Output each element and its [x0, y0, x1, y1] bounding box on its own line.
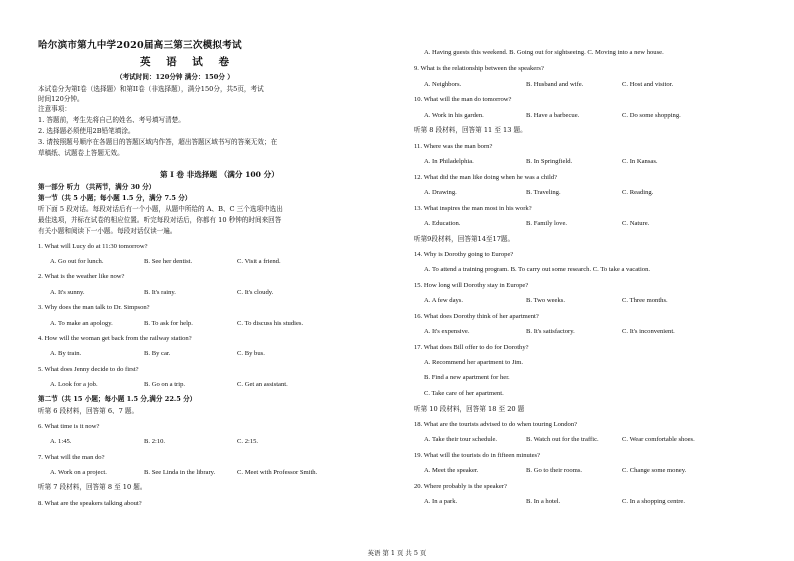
option-b[interactable]: B. See Linda in the library.: [144, 469, 216, 476]
option-c[interactable]: C. 2:15.: [237, 438, 259, 445]
option-a[interactable]: A. Neighbors.: [424, 81, 462, 88]
option-c[interactable]: C. Get an assistant.: [237, 381, 288, 388]
option-c[interactable]: C. Three months.: [622, 297, 668, 304]
intro-line-2: 时间120分钟。: [38, 95, 84, 103]
question: 5. What does Jenny decide to do first?: [38, 366, 139, 373]
section1-instr-1: 听下面 5 段对话。每段对话后有一个小题，从题中所给的 A、B、C 三个选项中选出: [38, 205, 283, 213]
option-b[interactable]: B. In a hotel.: [526, 498, 561, 505]
option-a[interactable]: A. Drawing.: [424, 189, 457, 196]
q14-options[interactable]: A. To attend a training program. B. To carry out some research. C. To take a vacation.: [424, 266, 651, 273]
option-c[interactable]: C. Host and visitor.: [622, 81, 674, 88]
option-a[interactable]: A. Meet the speaker.: [424, 467, 479, 474]
question: 1. What will Lucy do at 11:30 tomorrow?: [38, 243, 148, 250]
option-a[interactable]: A. Education.: [424, 220, 461, 227]
section2-title: 第二节（共 15 小题；每小题 1.5 分,满分 22.5 分）: [38, 395, 197, 403]
option-a[interactable]: A. To make an apology.: [50, 320, 113, 327]
option-a[interactable]: A. It's expensive.: [424, 328, 470, 335]
material-8: 听第 8 段材料，回答第 11 至 13 题。: [414, 126, 527, 134]
option-b[interactable]: B. Find a new apartment for her.: [424, 374, 510, 381]
option-a[interactable]: A. It's sunny.: [50, 289, 85, 296]
option-b[interactable]: B. Traveling.: [526, 189, 561, 196]
volume-title: 第 I 卷 非选择题 （满分 100 分）: [160, 170, 279, 179]
option-b[interactable]: B. Watch out for the traffic.: [526, 436, 599, 443]
question: 3. Why does the man talk to Dr. Simpson?: [38, 304, 150, 311]
option-c[interactable]: C. To discuss his studies.: [237, 320, 304, 327]
question: 8. What are the speakers talking about?: [38, 500, 142, 507]
option-a[interactable]: A. In Philadelphia.: [424, 158, 474, 165]
option-c[interactable]: C. It's inconvenient.: [622, 328, 675, 335]
question: 4. How will the woman get back from the railway station?: [38, 335, 192, 342]
option-b[interactable]: B. Go to their rooms.: [526, 467, 583, 474]
note-3b: 草稿纸、试题卷上答题无效。: [38, 149, 124, 157]
question: 7. What will the man do?: [38, 454, 105, 461]
section1-title: 第一节（共 5 小题；每小题 1.5 分，满分 7.5 分）: [38, 194, 192, 202]
option-b[interactable]: B. Family love.: [526, 220, 568, 227]
option-b[interactable]: B. In Springfield.: [526, 158, 573, 165]
page-footer: 英语 第 1 页 共 5 页: [367, 549, 427, 557]
option-a[interactable]: A. Look for a job.: [50, 381, 98, 388]
question: 14. Why is Dorothy going to Europe?: [414, 251, 514, 258]
option-b[interactable]: B. It's satisfactory.: [526, 328, 575, 335]
option-a[interactable]: A. Work in his garden.: [424, 112, 484, 119]
material-9: 听第9段材料，回答第14至17题。: [414, 235, 515, 243]
question: 13. What inspires the man most in his work?: [414, 205, 532, 212]
option-c[interactable]: C. Wear comfortable shoes.: [622, 436, 695, 443]
notes-title: 注意事项：: [38, 105, 71, 113]
option-c[interactable]: C. Reading.: [622, 189, 654, 196]
option-a[interactable]: A. In a park.: [424, 498, 458, 505]
option-c[interactable]: C. Visit a friend.: [237, 258, 281, 265]
question: 17. What does Bill offer to do for Dorothy?: [414, 344, 529, 351]
option-a[interactable]: A. Recommend her apartment to Jim.: [424, 359, 524, 366]
question: 11. Where was the man born?: [414, 143, 493, 150]
option-b[interactable]: B. It's rainy.: [144, 289, 176, 296]
option-a[interactable]: A. 1:45.: [50, 438, 72, 445]
option-a[interactable]: A. Work on a project.: [50, 469, 107, 476]
option-c[interactable]: C. In Kansas.: [622, 158, 658, 165]
note-3a: 3. 请按照题号顺序在各题目的答题区域内作答，超出答题区域书写的答案无效；在: [38, 138, 278, 146]
question: 15. How long will Dorothy stay in Europe?: [414, 282, 529, 289]
material-6: 听第 6 段材料，回答第 6、7 题。: [38, 407, 139, 415]
option-a[interactable]: A. Go out for lunch.: [50, 258, 104, 265]
option-c[interactable]: C. In a shopping centre.: [622, 498, 685, 505]
exam-title: 哈尔滨市第九中学2020届高三第三次模拟考试: [38, 40, 242, 51]
part1-title: 第一部分 听力 （共两节，满分 30 分）: [38, 183, 156, 191]
option-a[interactable]: A. By train.: [50, 350, 82, 357]
option-c[interactable]: C. Meet with Professor Smith.: [237, 469, 318, 476]
question: 16. What does Dorothy think of her apartment?: [414, 313, 539, 320]
question: 6. What time is it now?: [38, 423, 100, 430]
question: 20. Where probably is the speaker?: [414, 483, 507, 490]
exam-subtitle: 英 语 试 卷: [140, 56, 235, 68]
option-b[interactable]: B. Two weeks.: [526, 297, 565, 304]
option-b[interactable]: B. By car.: [144, 350, 171, 357]
option-c[interactable]: C. Do some shopping.: [622, 112, 681, 119]
intro-line-1: 本试卷分为第I卷（选择题）和第II卷（非选择题），满分150分，共5页，考试: [38, 85, 264, 93]
option-b[interactable]: B. To ask for help.: [144, 320, 193, 327]
option-c[interactable]: C. Take care of her apartment.: [424, 390, 504, 397]
option-b[interactable]: B. Go on a trip.: [144, 381, 186, 388]
option-c[interactable]: C. By bus.: [237, 350, 265, 357]
q8-options[interactable]: A. Having guests this weekend. B. Going out for sightseeing. C. Moving into a new house.: [424, 49, 664, 56]
option-b[interactable]: B. Husband and wife.: [526, 81, 584, 88]
option-c[interactable]: C. Nature.: [622, 220, 650, 227]
question: 18. What are the tourists advised to do when touring London?: [414, 421, 578, 428]
option-b[interactable]: B. Have a barbecue.: [526, 112, 580, 119]
option-b[interactable]: B. 2:10.: [144, 438, 166, 445]
option-b[interactable]: B. See her dentist.: [144, 258, 193, 265]
section1-instr-2: 最佳选项，并标在试卷的相应位置。听完每段对话后，你都有 10 秒钟的时间来回答: [38, 216, 282, 224]
material-10: 听第 10 段材料，回答第 18 至 20 题: [414, 405, 525, 413]
question: 10. What will the man do tomorrow?: [414, 96, 512, 103]
note-1: 1. 答题前，考生先将自己的姓名、考号填写清楚。: [38, 116, 185, 124]
note-2: 2. 选择题必须使用2B铅笔填涂。: [38, 127, 135, 135]
time-score: （考试时间：120分钟 满分：150分 ）: [116, 73, 234, 81]
option-c[interactable]: C. It's cloudy.: [237, 289, 274, 296]
question: 19. What will the tourists do in fifteen minutes?: [414, 452, 541, 459]
question: 2. What is the weather like now?: [38, 273, 125, 280]
option-a[interactable]: A. Take their tour schedule.: [424, 436, 498, 443]
option-a[interactable]: A. A few days.: [424, 297, 464, 304]
question: 9. What is the relationship between the speakers?: [414, 65, 544, 72]
material-7: 听第 7 段材料，回答第 8 至 10 题。: [38, 483, 147, 491]
option-c[interactable]: C. Change some money.: [622, 467, 687, 474]
section1-instr-3: 有关小题和阅读下一小题。每段对话仅读一遍。: [38, 227, 177, 235]
question: 12. What did the man like doing when he was a child?: [414, 174, 558, 181]
